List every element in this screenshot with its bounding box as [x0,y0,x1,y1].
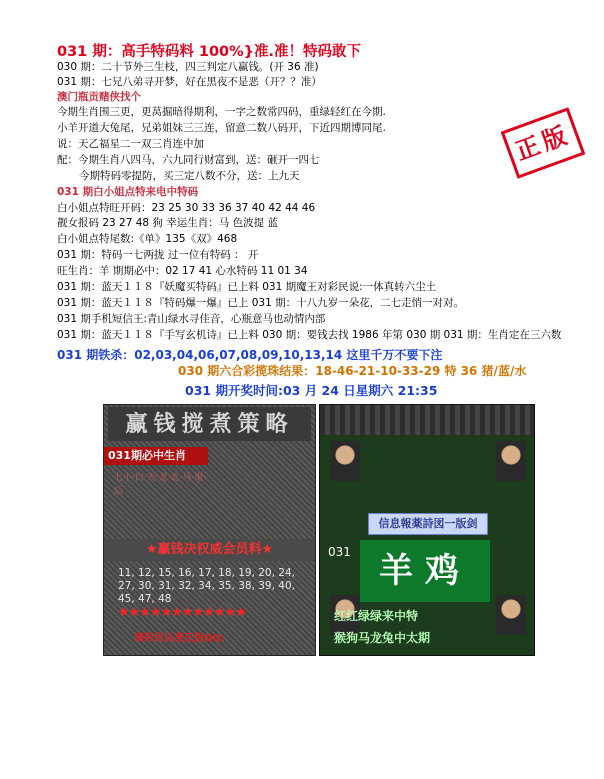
left-poster-stars: ★★★★★★★★★★★★ [118,605,246,620]
right-poster-line1: 红红绿绿来中特 [334,609,419,623]
page-title: 031 期：高手特码料 100%}准.准！特码敢下 [57,44,361,60]
text-line: 说：天乙福星二一双三肖连中加 [57,138,204,150]
kill-numbers: 031 期铁杀：02,03,04,06,07,08,09,10,13,14 这里千万不要下注 [57,348,443,362]
text-line: 031 期：蓝天１１８『手写玄机诗』已上料 030 期：要钱去找 1986 年第 030 期 031 期：生肖定在三六数 [57,329,562,341]
draw-time: 031 期开奖时间:03 月 24 日星期六 21:35 [185,383,438,398]
right-poster-top-band [320,405,534,435]
left-poster-blur-text: 七小·白·天·龙·北·马·鬼·后 [114,473,207,497]
text-line: 今期生肖围三更，更莴掘暗得期利，一字之数常四码，重绿轻红在今期. [57,106,386,118]
text-line: 031 期：特码一七两拢 过一位有特码 ： 开 [57,249,259,261]
left-poster-footer: 请彩民认准正版QQ: [134,633,226,644]
text-line: 配：今期生肖八四马，六九同行财富到，送：砸开一四七 [57,154,320,166]
right-poster-main: 羊鸡 [360,540,490,602]
draw-result: 030 期六合彩揽珠结果：18-46-21-10-33-29 特 36 猪/蓝/水 [178,364,527,378]
left-poster-title: 赢钱搅煮策略 [108,407,311,441]
portrait-image [496,441,526,481]
section-macau: 澳门瓶贡赌侠找个 [57,91,141,103]
right-poster-line2: 猴狗马龙兔中太期 [334,631,431,645]
text-line: 小羊开道大兔尾，兄弟姐妹三三连，留意二数八码开，下近四期博同尾. [57,122,386,134]
portrait-image [330,441,360,481]
text-line: 靓女报码 23 27 48 狗 幸运生肖：马 色波提 蓝 [57,217,278,229]
left-poster-member: ★赢钱决权威会员料★ [104,539,315,561]
right-poster-issue: 031 [328,545,351,559]
portrait-image [496,595,526,635]
left-poster-numbers: 11, 12, 15, 16, 17, 18, 19, 20, 24, 27, 30, 31, 32, 34, 35, 38, 39, 40, 45, 47, 48 [118,567,295,605]
text-line: 031 期手机短信王:青山绿水寻佳音，心瓶意马也动情内部 [57,313,326,325]
right-poster-image [319,404,535,656]
text-line: 今期特码零提防，买三定八数不分，送：上九天 [79,170,300,182]
right-poster-title: 信息報薬詩図一版剑 [368,513,488,535]
zhengban-stamp: 正版 [501,107,586,179]
left-poster-image [103,404,316,656]
left-poster-badge: 031期必中生肖 [104,447,208,465]
text-line: 白小姐点特尾数:《单》135《双》468 [57,233,238,245]
section-white-lady: 031 期白小姐点特来电中特码 [57,186,199,198]
line-031: 031 期：七兄八弟寻开梦，好在黑夜不是恶（开？？准） [57,76,322,88]
line-030: 030 期：二十节外三生枝，四三判定八赢钱。(开 36 准) [57,61,319,73]
text-line: 031 期：蓝天１１８『特码爆一爆』已上 031 期：十八九岁一朵花，二七走悄一对对。 [57,297,465,309]
text-line: 旺生肖：羊 期期必中：02 17 41 心水特码 11 01 34 [57,265,308,277]
text-line: 031 期：蓝天１１８『妖魔买特码』已上料 031 期魔王对彩民说:一体真转六尘土 [57,281,437,293]
text-line: 白小姐点特旺开码：23 25 30 33 36 37 40 42 44 46 [57,202,316,214]
